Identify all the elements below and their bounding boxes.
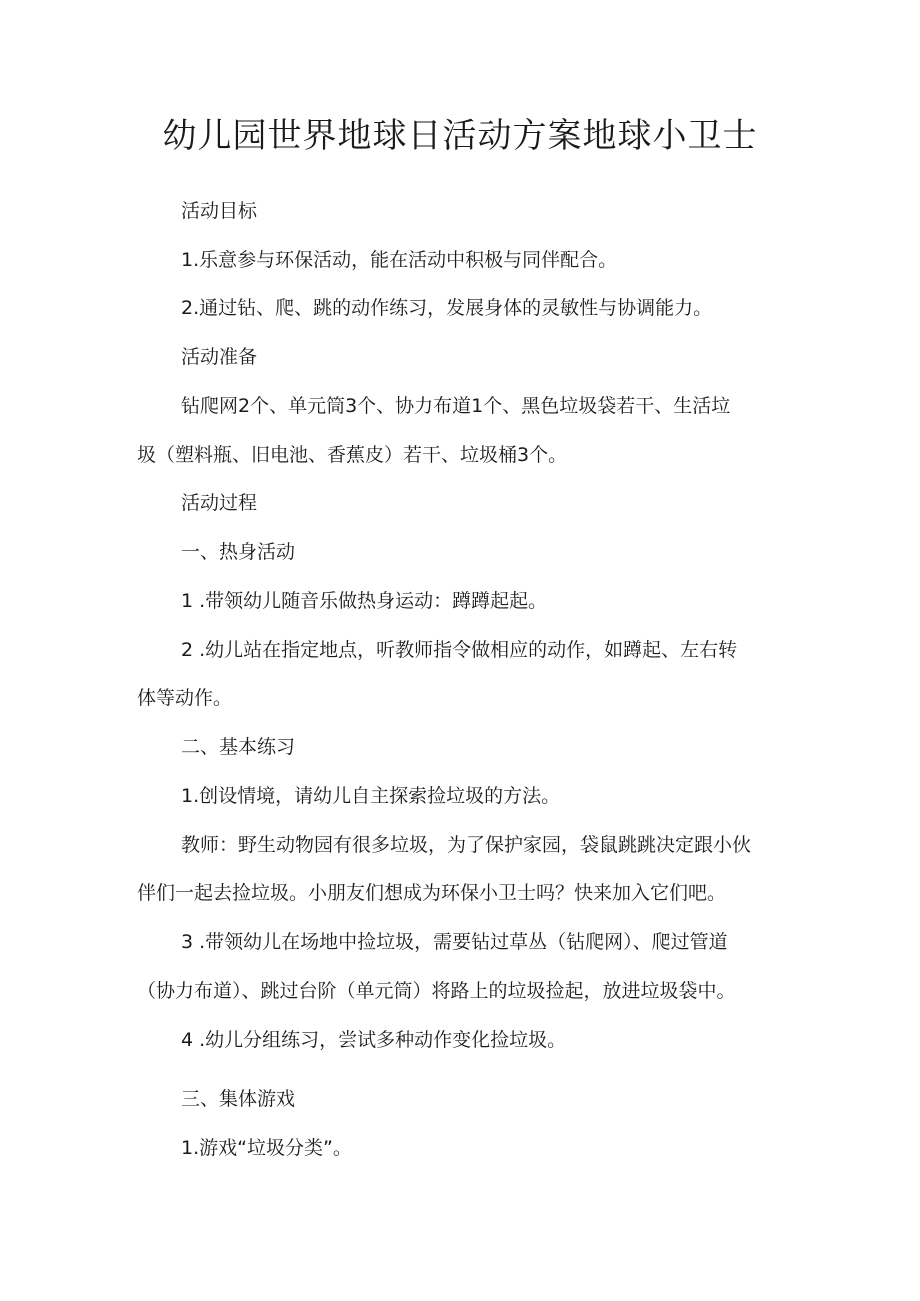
warmup-item-2-line-2: 体等动作。: [137, 687, 233, 709]
warmup-item-2-line-1: 2 .幼儿站在指定地点，听教师指令做相应的动作，如蹲起、左右转: [181, 639, 738, 661]
section-group-game-heading: 三、集体游戏: [181, 1088, 296, 1110]
practice-item-3-line-2: （协力布道）、跳过台阶（单元筒）将路上的垃圾捡起，放进垃圾袋中。: [137, 980, 736, 1002]
practice-item-1: 1.创设情境，请幼儿自主探索捡垃圾的方法。: [181, 785, 561, 807]
heading-activity-goals: 活动目标: [181, 200, 258, 222]
document-title: 幼儿园世界地球日活动方案地球小卫士: [162, 116, 758, 156]
section-basic-practice-heading: 二、基本练习: [181, 736, 296, 758]
heading-activity-process: 活动过程: [181, 492, 258, 514]
warmup-item-1: 1 .带领幼儿随音乐做热身运动：蹲蹲起起。: [181, 590, 548, 612]
game-item-1: 1.游戏“垃圾分类”。: [181, 1137, 352, 1159]
teacher-speech-line-2: 伴们一起去捡垃圾。小朋友们想成为环保小卫士吗？快来加入它们吧。: [137, 882, 727, 904]
goal-item-2: 2.通过钻、爬、跳的动作练习，发展身体的灵敏性与协调能力。: [181, 297, 713, 319]
section-warmup-heading: 一、热身活动: [181, 541, 296, 563]
heading-activity-preparation: 活动准备: [181, 346, 258, 368]
preparation-text-line-1: 钻爬网2个、单元筒3个、协力布道1个、黑色垃圾袋若干、生活垃: [181, 395, 731, 417]
preparation-text-line-2: 圾（塑料瓶、旧电池、香蕉皮）若干、垃圾桶3个。: [137, 444, 568, 466]
practice-item-4: 4 .幼儿分组练习，尝试多种动作变化捡垃圾。: [181, 1029, 567, 1051]
teacher-speech-line-1: 教师：野生动物园有很多垃圾，为了保护家园，袋鼠跳跳决定跟小伙: [181, 834, 752, 856]
practice-item-3-line-1: 3 .带领幼儿在场地中捡垃圾，需要钻过草丛（钻爬网）、爬过管道: [181, 931, 728, 953]
goal-item-1: 1.乐意参与环保活动，能在活动中积极与同伴配合。: [181, 249, 618, 271]
